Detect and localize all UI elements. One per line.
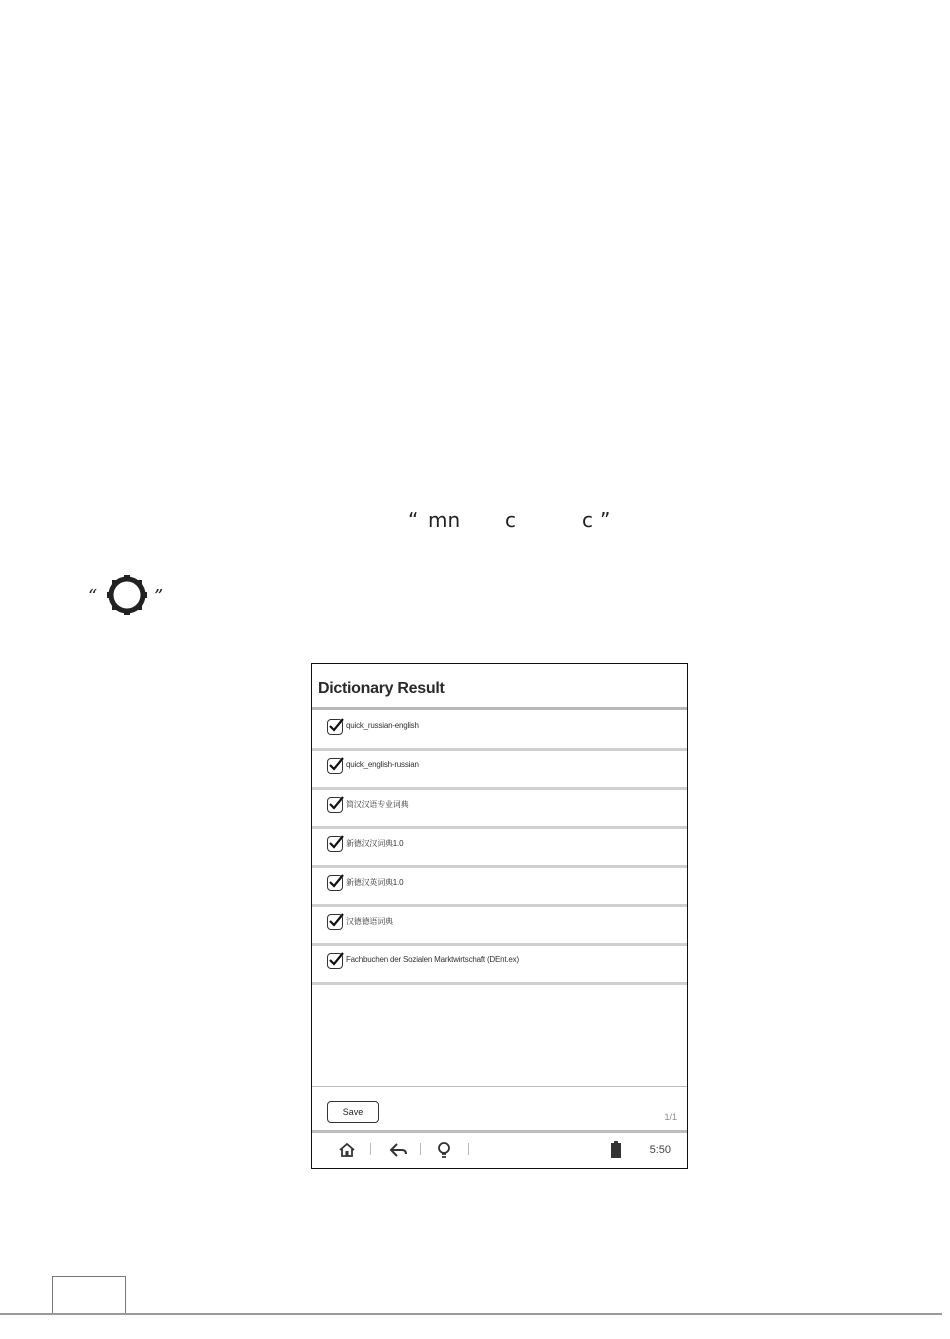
separator [468, 1143, 469, 1155]
dictionary-item[interactable] [312, 868, 687, 907]
dictionary-item[interactable] [312, 907, 687, 946]
home-icon[interactable] [338, 1141, 356, 1164]
checkbox[interactable] [327, 914, 343, 930]
quote-word-1: mn [428, 508, 461, 532]
dictionary-item[interactable] [312, 751, 687, 790]
checkbox[interactable] [327, 797, 343, 813]
status-divider [312, 1130, 687, 1133]
screen-title: Dictionary Result [318, 680, 445, 697]
dictionary-item[interactable] [312, 712, 687, 751]
dictionary-item[interactable] [312, 790, 687, 829]
dictionary-item[interactable] [312, 946, 687, 985]
bottom-divider [312, 1086, 687, 1087]
page-indicator: 1/1 [664, 1112, 677, 1122]
back-icon[interactable] [388, 1141, 408, 1164]
checkbox[interactable] [327, 719, 343, 735]
gear-icon [104, 572, 150, 618]
save-button[interactable]: Save [327, 1101, 379, 1123]
gear-open-quote: “ [88, 586, 98, 607]
dictionary-label: 新德汉汉词典1.0 [346, 839, 404, 848]
dictionary-label: quick_english-russian [346, 760, 419, 769]
checkbox[interactable] [327, 758, 343, 774]
checkmark-icon [327, 950, 345, 968]
separator [370, 1143, 371, 1155]
gear-close-quote: ” [154, 586, 164, 607]
clock: 5:50 [649, 1144, 671, 1156]
dictionary-list [312, 712, 687, 985]
checkmark-icon [327, 872, 345, 890]
checkbox[interactable] [327, 953, 343, 969]
light-icon[interactable] [436, 1141, 452, 1164]
dictionary-item[interactable] [312, 829, 687, 868]
dictionary-label: 简汉汉语专业词典 [346, 800, 409, 809]
checkmark-icon [327, 716, 345, 734]
checkmark-icon [327, 755, 345, 773]
open-quote: “ [408, 508, 419, 532]
quote-word-2: c [505, 508, 516, 532]
checkmark-icon [327, 911, 345, 929]
status-bar [312, 1134, 687, 1168]
title-divider [312, 707, 687, 710]
dictionary-label: 汉德德语词典 [346, 917, 393, 926]
gear-reference [88, 572, 168, 618]
footer-rule [0, 1313, 942, 1315]
separator [420, 1143, 421, 1155]
dictionary-label: quick_russian-english [346, 721, 419, 730]
dictionary-label: 新德汉英词典1.0 [346, 878, 404, 887]
device-screen [311, 663, 688, 1169]
checkmark-icon [327, 833, 345, 851]
battery-icon [610, 1141, 622, 1164]
dictionary-label: Fachbuchen der Sozialen Marktwirtschaft (DEnt.ex) [346, 955, 519, 964]
close-quote: ” [600, 508, 611, 532]
checkbox[interactable] [327, 836, 343, 852]
checkbox[interactable] [327, 875, 343, 891]
page-number-tab [52, 1276, 126, 1314]
quote-word-3: c [582, 508, 593, 532]
checkmark-icon [327, 794, 345, 812]
